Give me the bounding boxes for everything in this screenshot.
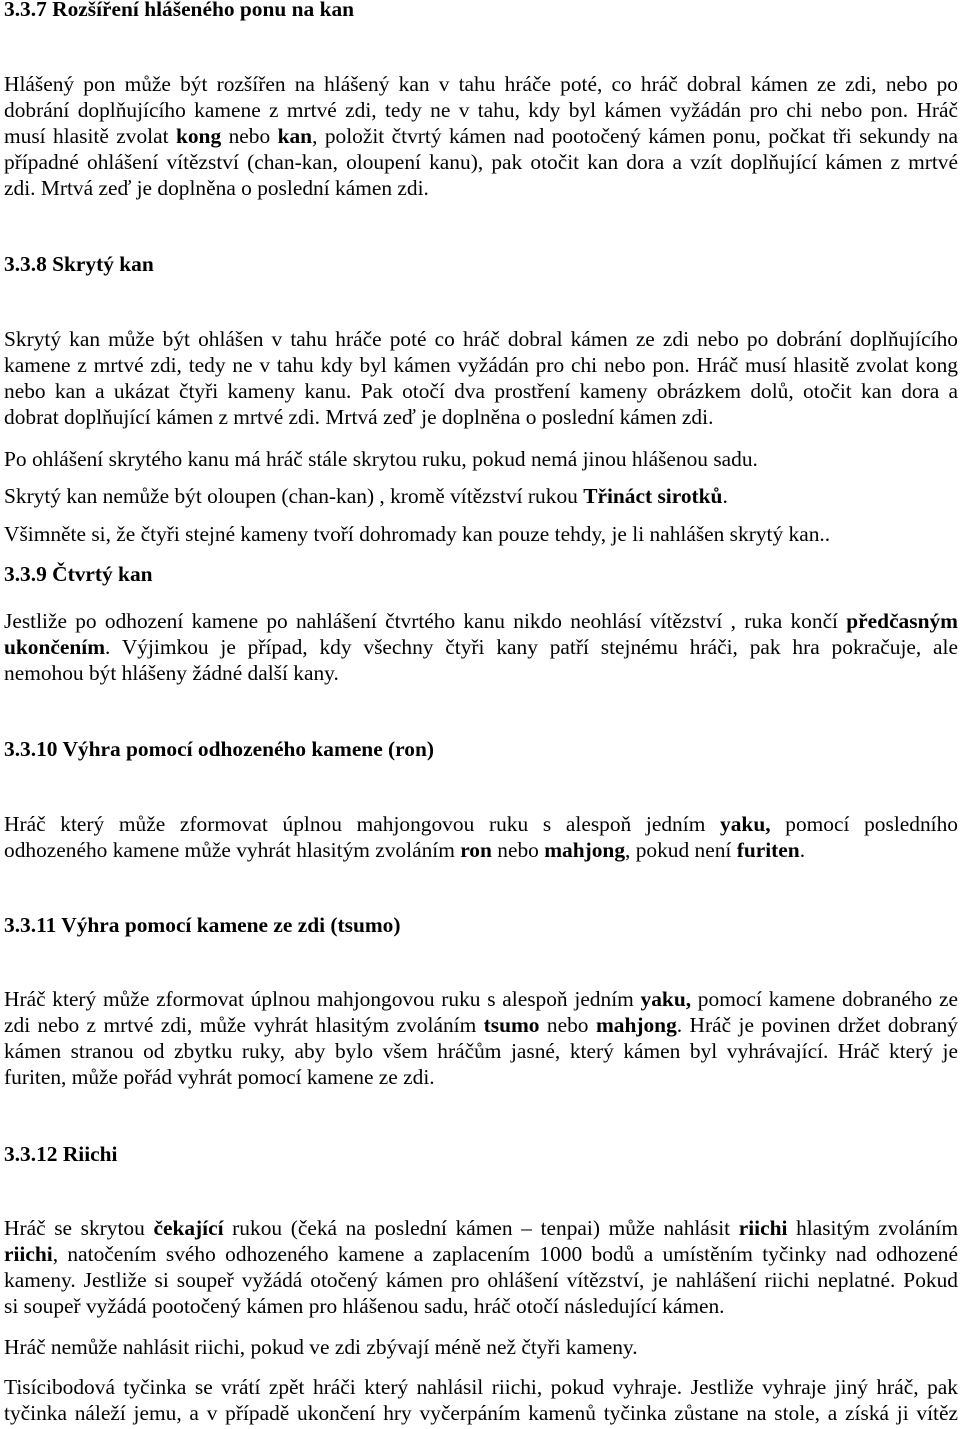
text-run: zdi nebo z mrtvé zdi, může vyhrát hlasitým zvoláním [4, 1013, 484, 1037]
section-heading: 3.3.8 Skrytý kan [4, 252, 154, 276]
bold-term: yaku, [640, 987, 692, 1011]
text-run: pomocí kamene dobraného ze [691, 987, 958, 1011]
text-line: Hráč nemůže nahlásit riichi, pokud ve zdi zbývají méně než čtyři kameny. [4, 1335, 638, 1359]
text-run: odhozeného kamene může vyhrát hlasitým zvoláním [4, 838, 461, 862]
paragraph [4, 326, 958, 430]
text-line: furiten, může pořád vyhrát pomocí kamene ze zdi. [4, 1065, 435, 1089]
text-line [4, 986, 958, 1012]
text-line [4, 811, 958, 837]
bold-term: ron [460, 838, 492, 862]
paragraph [4, 811, 958, 863]
text-line: dobrání doplňujícího kamene z mrtvé zdi, tedy ne v tahu, kdy byl kámen vyžádán pro chi nebo pon. Hráč [4, 98, 958, 122]
text-line: kameny. Jestliže si soupeř vyžádá otočený kámen pro ohlášení vítězství, je nahlášení riichi neplatné. Pokud [4, 1268, 958, 1292]
text-run: musí hlasitě zvolat [4, 124, 176, 148]
section-heading: 3.3.7 Rozšíření hlášeného ponu na kan [4, 0, 355, 21]
paragraph [4, 986, 958, 1090]
section-heading: 3.3.10 Výhra pomocí odhozeného kamene (ron) [4, 737, 434, 761]
section-heading: 3.3.11 Výhra pomocí kamene ze zdi (tsumo) [4, 913, 401, 937]
bold-term: furiten [736, 838, 800, 862]
text-line: Skrytý kan může být ohlášen v tahu hráče poté co hráč dobral kámen ze zdi nebo po dobrání doplňujícího [4, 327, 958, 351]
paragraph [4, 71, 958, 201]
text-line: kamene z mrtvé zdi, tedy ne v tahu kdy byl kámen vyžádán pro chi nebo pon. Hráč musí hlasitě zvolat kong [4, 353, 958, 377]
text-run: Hráč se skrytou [4, 1216, 154, 1240]
text-line [4, 634, 958, 660]
paragraph [4, 1334, 958, 1360]
paragraph [4, 521, 958, 547]
text-run: nebo [221, 124, 278, 148]
text-run: rukou (čeká na poslední kámen – tenpai) může nahlásit [223, 1216, 739, 1240]
bold-term: ukončením [4, 635, 106, 659]
text-line: Všimněte si, že čtyři stejné kameny tvoří dohromady kan pouze tehdy, je li nahlášen skrytý kan.. [4, 522, 831, 546]
text-line [4, 1012, 958, 1038]
text-line: Hlášený pon může být rozšířen na hlášený kan v tahu hráče poté, co hráč dobral kámen ze zdi, nebo po [4, 72, 958, 96]
bold-term: Třináct sirotků [583, 484, 723, 508]
bold-term: mahjong [544, 838, 626, 862]
text-run: , pokud není [625, 838, 737, 862]
paragraph [4, 1215, 958, 1319]
text-line: si soupeř vyžádá pootočený kámen pro hlášenou sadu, hráč otočí následující kámen. [4, 1294, 725, 1318]
text-run: Skrytý kan nemůže být oloupen (chan-kan) , kromě vítězství rukou [4, 484, 584, 508]
bold-term: předčasným [846, 609, 958, 633]
text-line: nebo kan a ukázat čtyři kameny kanu. Pak otočí dva prostření kameny obrázkem dolů, otočit kan dora a [4, 379, 958, 403]
text-line [4, 1215, 958, 1241]
text-run: . Hráč je povinen držet dobraný [676, 1013, 958, 1037]
text-line: nemohou být hlášeny žádné další kany. [4, 661, 339, 685]
text-line [4, 483, 958, 509]
paragraph [4, 608, 958, 686]
text-line [4, 123, 958, 149]
bold-term: riichi [738, 1216, 788, 1240]
bold-term: riichi [4, 1242, 53, 1266]
text-run: Jestliže po odhození kamene po nahlášení čtvrtého kanu nikdo neohlásí vítězství , ruka končí [4, 609, 847, 633]
text-run: , natočením svého odhozeného kamene a zaplacením 1000 bodů a umístěním tyčinky nad odhozené [52, 1242, 958, 1266]
text-run: . [722, 484, 728, 508]
text-run: hlasitým zvoláním [787, 1216, 958, 1240]
text-line: případné ohlášení vítězství (chan-kan, oloupení kanu), pak otočit kan dora a vzít doplňující kámen z mrtvé [4, 150, 958, 174]
bold-term: tsumo [483, 1013, 540, 1037]
text-run: nebo [491, 838, 545, 862]
bold-term: mahjong [595, 1013, 677, 1037]
bold-term: kan [277, 124, 313, 148]
text-run: Hráč který může zformovat úplnou mahjongovou ruku s alespoň jedním [4, 812, 721, 836]
paragraph [4, 483, 958, 509]
text-line: Po ohlášení skrytého kanu má hráč stále skrytou ruku, pokud nemá jinou hlášenou sadu. [4, 447, 758, 471]
text-run: Hráč který může zformovat úplnou mahjongovou ruku s alespoň jedním [4, 987, 641, 1011]
text-line [4, 608, 958, 634]
text-line: Tisícibodová tyčinka se vrátí zpět hráči který nahlásil riichi, pokud vyhraje. Jestliže vyhraje jiný hráč, pak [4, 1375, 958, 1399]
text-line [4, 1241, 958, 1267]
bold-term: yaku, [720, 812, 771, 836]
section-heading: 3.3.9 Čtvrtý kan [4, 562, 153, 586]
text-run: pomocí posledního [770, 812, 958, 836]
text-line: kámen stranou od zbytku ruky, aby bylo všem hráčům jasné, který kámen byl vyhrávající. Hráč který je [4, 1039, 958, 1063]
text-line: tyčinka náleží jemu, a v případě ukončení hry vyčerpáním kamenů tyčinka zůstane na stole, a získá ji vítěz [4, 1401, 958, 1425]
paragraph [4, 1374, 958, 1426]
text-run: . [799, 838, 806, 862]
paragraph [4, 446, 958, 472]
text-line: dobrat doplňující kámen z mrtvé zdi. Mrtvá zeď je doplněna o poslední kámen zdi. [4, 405, 714, 429]
bold-term: kong [175, 124, 222, 148]
text-run: . Výjimkou je případ, kdy všechny čtyři kany patří stejnému hráči, pak hra pokračuje, ale [105, 635, 958, 659]
text-run: , položit čtvrtý kámen nad pootočený kámen ponu, počkat tři sekundy na [312, 124, 959, 148]
bold-term: čekající [153, 1216, 224, 1240]
text-line [4, 837, 958, 863]
section-heading: 3.3.12 Riichi [4, 1142, 118, 1166]
text-line: zdi. Mrtvá zeď je doplněna o poslední kámen zdi. [4, 176, 429, 200]
text-run: nebo [539, 1013, 596, 1037]
